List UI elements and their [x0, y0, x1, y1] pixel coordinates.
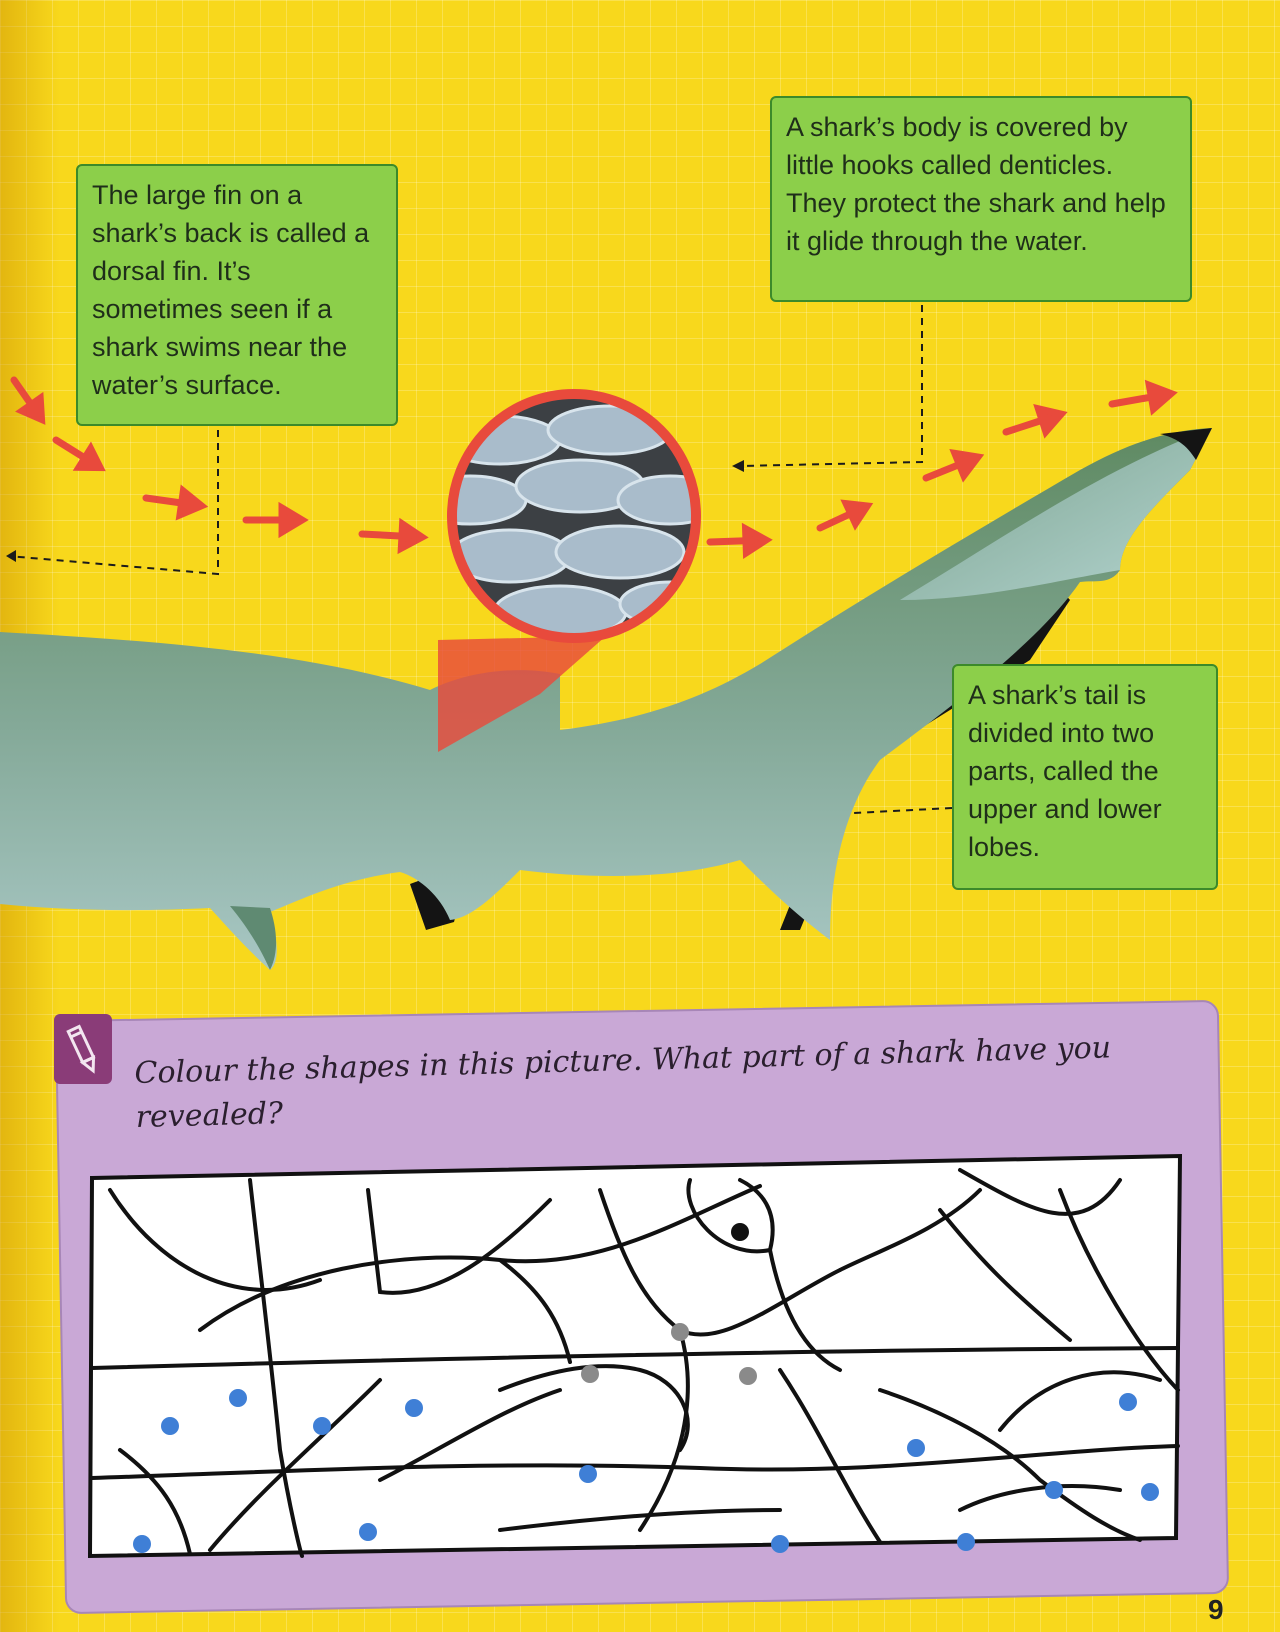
- dot-blue: [1045, 1481, 1063, 1499]
- dorsal-pointer-head: [6, 550, 16, 562]
- dot-blue: [133, 1535, 151, 1553]
- denticles-callout: A shark’s body is covered by little hooks called denticles. They protect the shark and help it glide through the water.: [770, 96, 1192, 302]
- dot-blue: [161, 1417, 179, 1435]
- denticle-pointer-head: [732, 460, 744, 472]
- flow-arrow: [815, 496, 871, 538]
- dot-blue: [907, 1439, 925, 1457]
- dot-blue: [957, 1533, 975, 1551]
- colouring-puzzle[interactable]: [80, 1150, 1190, 1565]
- dorsal-fin-callout: The large fin on a shark’s back is called a dorsal fin. It’s sometimes seen if a shark swims near the water’s surface.: [76, 164, 398, 426]
- dot-blue: [579, 1465, 597, 1483]
- dot-grey: [671, 1323, 689, 1341]
- flow-arrow: [246, 508, 302, 532]
- denticle-scales: [414, 392, 722, 642]
- shark-tail-upper-lobe: [900, 428, 1212, 600]
- pencil-icon: [54, 1014, 112, 1084]
- dot-blue: [1119, 1393, 1137, 1411]
- activity-instruction: Colour the shapes in this picture. What part of a shark have you revealed?: [134, 1030, 1112, 1135]
- flow-arrow: [5, 374, 51, 426]
- dot-blue: [359, 1523, 377, 1541]
- dot-grey: [739, 1367, 757, 1385]
- flow-arrow: [361, 522, 422, 549]
- denticle-magnifier: [414, 392, 722, 752]
- dot-blue: [229, 1389, 247, 1407]
- flow-arrow: [144, 486, 203, 518]
- page-number: 9: [1208, 1594, 1224, 1625]
- colour-by-shape-picture[interactable]: [80, 1150, 1190, 1560]
- flow-arrow: [1110, 382, 1173, 416]
- dot-blue: [1141, 1483, 1159, 1501]
- flow-arrow: [1002, 403, 1065, 444]
- tail-lobes-callout: A shark’s tail is divided into two parts, called the upper and lower lobes.: [952, 664, 1218, 890]
- flow-arrow: [922, 446, 983, 489]
- flow-arrow: [50, 431, 106, 477]
- dot-blue: [405, 1399, 423, 1417]
- flow-arrow: [710, 528, 767, 554]
- denticle-pointer-line: [740, 305, 922, 466]
- dot-black: [731, 1223, 749, 1241]
- pencil-glyph: [66, 1023, 100, 1075]
- dot-blue: [771, 1535, 789, 1553]
- dot-blue: [313, 1417, 331, 1435]
- dot-grey: [581, 1365, 599, 1383]
